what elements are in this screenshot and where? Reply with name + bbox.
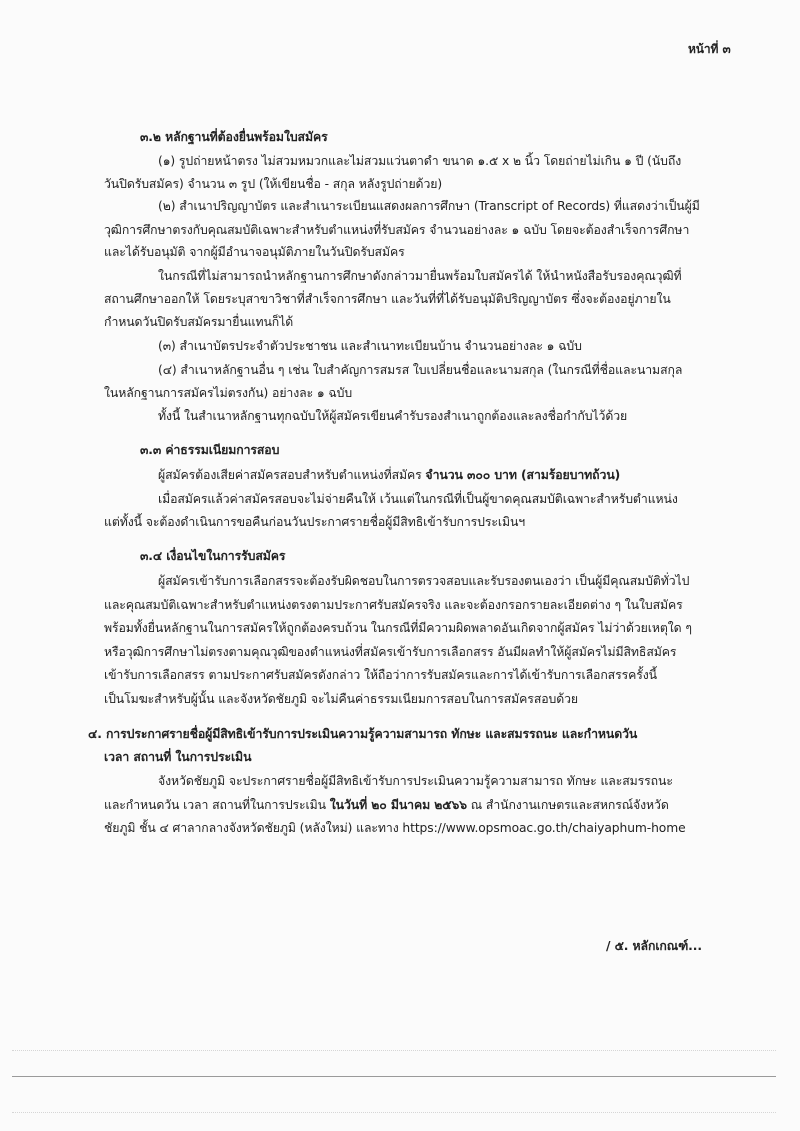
paragraph-line: เข้ารับการเลือกสรร ตามประกาศรับสมัครดังกล่าว ให้ถือว่าการรับสมัครและการได้เข้ารับการเลือกสรรครั้งนี้ bbox=[104, 668, 657, 682]
paragraph-line: และได้รับอนุมัติ จากผู้มีอำนาจอนุมัติภายในวันปิดรับสมัคร bbox=[104, 245, 405, 259]
paragraph-line: ชัยภูมิ ชั้น ๔ ศาลากลางจังหวัดชัยภูมิ (หลังใหม่) และทาง https://www.opsmoac.go.th/chaiyaphum-home bbox=[104, 821, 686, 835]
paragraph-line: จังหวัดชัยภูมิ จะประกาศรายชื่อผู้มีสิทธิเข้ารับการประเมินความรู้ความสามารถ ทักษะ และสมรรถนะ bbox=[158, 774, 673, 788]
paragraph-line: วันปิดรับสมัคร) จำนวน ๓ รูป (ให้เขียนชื่อ - สกุล หลังรูปถ่ายด้วย) bbox=[104, 177, 443, 191]
paragraph-line: หรือวุฒิการศึกษาไม่ตรงตามคุณวุฒิของตำแหน่งที่สมัครเข้ารับการเลือกสรร อันมีผลทำให้ผู้สมัครไม่มีสิทธิสมัคร bbox=[104, 645, 677, 659]
paragraph-line: ผู้สมัครเข้ารับการเลือกสรรจะต้องรับผิดชอบในการตรวจสอบและรับรองตนเองว่า เป็นผู้มีคุณสมบัติทั่วไป bbox=[158, 574, 690, 588]
page-border-line bbox=[12, 1076, 776, 1077]
paragraph-line: ในกรณีที่ไม่สามารถนำหลักฐานการศึกษาดังกล่าวมายื่นพร้อมใบสมัครได้ ให้นำหนังสือรับรองคุณวุฒิที่ bbox=[158, 269, 682, 283]
fee-text: ผู้สมัครต้องเสียค่าสมัครสอบสำหรับตำแหน่งที่สมัคร bbox=[158, 468, 426, 482]
paragraph-line: และคุณสมบัติเฉพาะสำหรับตำแหน่งตรงตามประกาศรับสมัครจริง และจะต้องกรอกรายละเอียดต่าง ๆ ในใบสมัคร bbox=[104, 598, 683, 612]
paragraph-line: กำหนดวันปิดรับสมัครมายื่นแทนก็ได้ bbox=[104, 315, 294, 329]
scan-artifact-line bbox=[12, 1112, 776, 1113]
section-4-heading: ๔. การประกาศรายชื่อผู้มีสิทธิเข้ารับการประเมินความรู้ความสามารถ ทักษะ และสมรรถนะ และกำหนดวัน bbox=[88, 727, 638, 741]
paragraph-line: (๒) สำเนาปริญญาบัตร และสำเนาระเบียนแสดงผลการศึกษา (Transcript of Records) ที่แสดงว่าเป็นผู้มี bbox=[158, 199, 700, 213]
paragraph-line bbox=[104, 796, 669, 814]
venue-text: ณ สำนักงานเกษตรและสหกรณ์จังหวัด bbox=[466, 798, 669, 812]
paragraph-line bbox=[158, 466, 620, 484]
fee-amount: จำนวน ๓๐๐ บาท (สามร้อยบาทถ้วน) bbox=[425, 468, 621, 482]
continuation-note: / ๕. หลักเกณฑ์... bbox=[606, 939, 702, 953]
paragraph-line: (๓) สำเนาบัตรประจำตัวประชาชน และสำเนาทะเบียนบ้าน จำนวนอย่างละ ๑ ฉบับ bbox=[158, 339, 582, 353]
paragraph-line: ทั้งนี้ ในสำเนาหลักฐานทุกฉบับให้ผู้สมัครเขียนคำรับรองสำเนาถูกต้องและลงชื่อกำกับไว้ด้วย bbox=[158, 409, 628, 423]
date-text: และกำหนดวัน เวลา สถานที่ในการประเมิน bbox=[104, 798, 330, 812]
paragraph-line: (๑) รูปถ่ายหน้าตรง ไม่สวมหมวกและไม่สวมแว่นตาดำ ขนาด ๑.๕ x ๒ นิ้ว โดยถ่ายไม่เกิน ๑ ปี (นับถึง bbox=[158, 154, 682, 168]
paragraph-line: เมื่อสมัครแล้วค่าสมัครสอบจะไม่จ่ายคืนให้ เว้นแต่ในกรณีที่เป็นผู้ขาดคุณสมบัติเฉพาะสำหรับตำแหน่ง bbox=[158, 492, 678, 506]
paragraph-line: (๔) สำเนาหลักฐานอื่น ๆ เช่น ใบสำคัญการสมรส ใบเปลี่ยนชื่อและนามสกุล (ในกรณีที่ชื่อและนามสกุล bbox=[158, 363, 683, 377]
paragraph-line: แต่ทั้งนี้ จะต้องดำเนินการขอคืนก่อนวันประกาศรายชื่อผู้มีสิทธิเข้ารับการประเมินฯ bbox=[104, 515, 526, 529]
section-3-3-heading: ๓.๓ ค่าธรรมเนียมการสอบ bbox=[140, 443, 280, 457]
section-3-4-heading: ๓.๔ เงื่อนไขในการรับสมัคร bbox=[140, 549, 286, 563]
paragraph-line: สถานศึกษาออกให้ โดยระบุสาขาวิชาที่สำเร็จการศึกษา และวันที่ที่ได้รับอนุมัติปริญญาบัตร ซึ่งจะต้องอยู่ภายใน bbox=[104, 292, 671, 306]
page-number: หน้าที่ ๓ bbox=[688, 42, 731, 56]
paragraph-line: ในหลักฐานการสมัครไม่ตรงกัน) อย่างละ ๑ ฉบับ bbox=[104, 386, 353, 400]
section-4-heading-cont: เวลา สถานที่ ในการประเมิน bbox=[104, 750, 252, 764]
scan-artifact-line bbox=[12, 1050, 776, 1051]
paragraph-line: วุฒิการศึกษาตรงกับคุณสมบัติเฉพาะสำหรับตำแหน่งที่รับสมัคร จำนวนอย่างละ ๑ ฉบับ โดยจะต้องสำเร็จการศึกษา bbox=[104, 223, 690, 237]
section-3-2-heading: ๓.๒ หลักฐานที่ต้องยื่นพร้อมใบสมัคร bbox=[140, 130, 328, 144]
announcement-date: ในวันที่ ๒๐ มีนาคม ๒๕๖๖ bbox=[329, 798, 467, 812]
paragraph-line: พร้อมทั้งยื่นหลักฐานในการสมัครให้ถูกต้องครบถ้วน ในกรณีที่มีความผิดพลาดอันเกิดจากผู้สมัคร ไม่ว่าด้วยเหตุใด ๆ bbox=[104, 621, 692, 635]
paragraph-line: เป็นโมฆะสำหรับผู้นั้น และจังหวัดชัยภูมิ จะไม่คืนค่าธรรมเนียมการสอบในการสมัครสอบด้วย bbox=[104, 692, 579, 706]
